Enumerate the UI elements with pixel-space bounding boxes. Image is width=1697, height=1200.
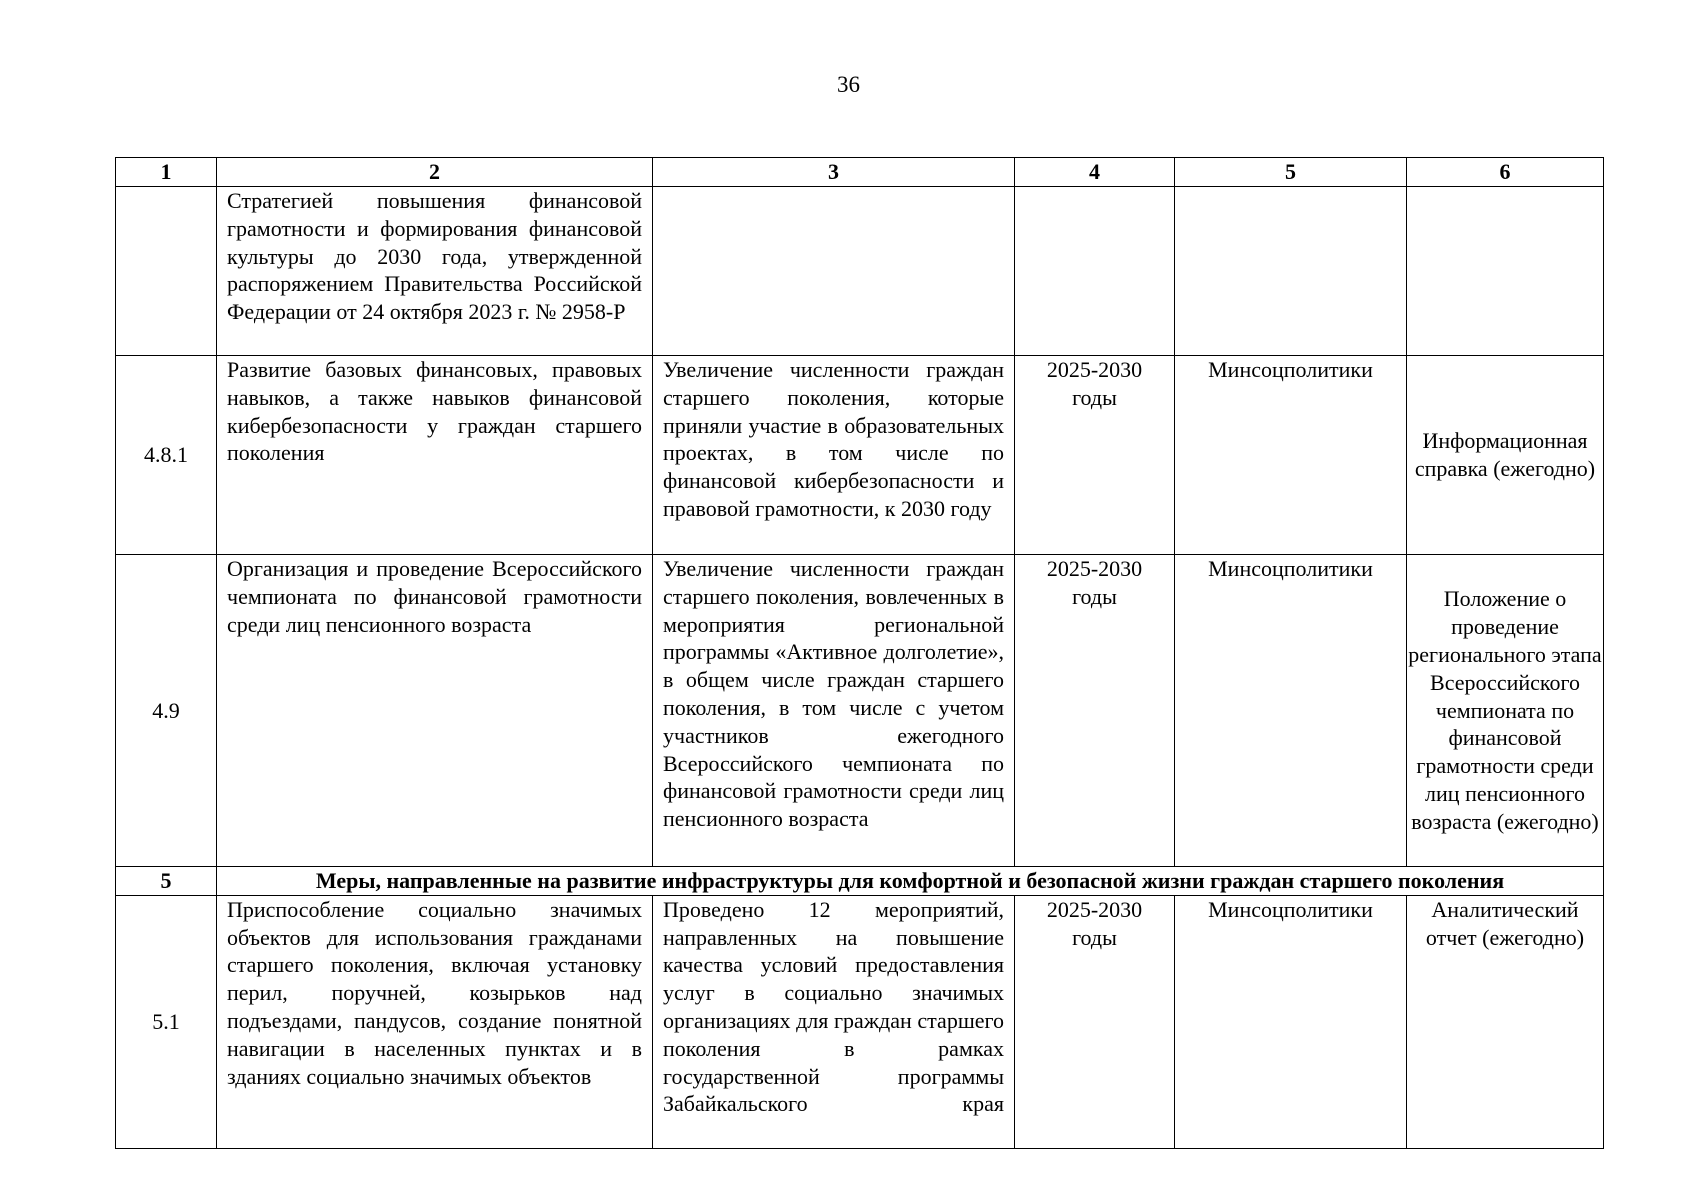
period-cell [1015, 187, 1175, 356]
document-cell: Положение о проведение регионального этапа Всероссийского чемпионата по финансовой грамотности среди лиц пенсионного возраста (ежегодно) [1407, 555, 1604, 867]
result-cell: Увеличение численности граждан старшего поколения, которые приняли участие в образовательных проектах, в том числе по финансовой кибербезопасности и правовой грамотности, к 2030 году [653, 356, 1015, 555]
measure-cell: Стратегией повышения финансовой грамотности и формирования финансовой культуры до 2030 года, утвержденной распоряжением Правительства Российской Федерации от 24 октября 2023 г. № 2958-Р [217, 187, 653, 356]
period-cell: 2025-2030 годы [1015, 356, 1175, 555]
header-col-6: 6 [1407, 158, 1604, 187]
table-row [116, 895, 1604, 1148]
header-col-3: 3 [653, 158, 1015, 187]
section-title: Меры, направленные на развитие инфраструктуры для комфортной и безопасной жизни граждан старшего поколения [217, 867, 1604, 896]
page-number: 36 [837, 72, 860, 97]
period-cell: 2025-2030 годы [1015, 555, 1175, 867]
result-cell [653, 187, 1015, 356]
document-cell: Информационная справка (ежегодно) [1407, 356, 1604, 555]
header-col-1: 1 [116, 158, 217, 187]
measures-table [115, 157, 1604, 1149]
executor-cell: Минсоцполитики [1175, 895, 1407, 1148]
section-number: 5 [116, 867, 217, 896]
row-number [116, 187, 217, 356]
table-row [116, 555, 1604, 867]
header-col-2: 2 [217, 158, 653, 187]
table-header-row [116, 158, 1604, 187]
executor-cell: Минсоцполитики [1175, 555, 1407, 867]
document-cell [1407, 187, 1604, 356]
header-col-4: 4 [1015, 158, 1175, 187]
section-row [116, 867, 1604, 896]
header-col-5: 5 [1175, 158, 1407, 187]
measure-cell: Развитие базовых финансовых, правовых навыков, а также навыков финансовой кибербезопасности у граждан старшего поколения [217, 356, 653, 555]
document-cell: Аналитический отчет (ежегодно) [1407, 895, 1604, 1148]
result-cell: Проведено 12 мероприятий, направленных на повышение качества условий предоставления услуг в социально значимых организациях для граждан старшего поколения в рамках государственной программы Забайкальского края [653, 895, 1015, 1148]
executor-cell: Минсоцполитики [1175, 356, 1407, 555]
row-number: 5.1 [116, 895, 217, 1148]
period-cell: 2025-2030 годы [1015, 895, 1175, 1148]
measure-cell: Приспособление социально значимых объектов для использования гражданами старшего поколения, включая установку перил, поручней, козырьков над подъездами, пандусов, создание понятной навигации в населенных пунктах и в зданиях социально значимых объектов [217, 895, 653, 1148]
row-number: 4.9 [116, 555, 217, 867]
result-cell: Увеличение численности граждан старшего поколения, вовлеченных в мероприятия региональной программы «Активное долголетие», в общем числе граждан старшего поколения, в том числе с учетом участников ежегодного Всероссийского чемпионата по финансовой грамотности среди лиц пенсионного возраста [653, 555, 1015, 867]
table-row [116, 187, 1604, 356]
measure-cell: Организация и проведение Всероссийского чемпионата по финансовой грамотности среди лиц пенсионного возраста [217, 555, 653, 867]
executor-cell [1175, 187, 1407, 356]
table-row [116, 356, 1604, 555]
row-number: 4.8.1 [116, 356, 217, 555]
